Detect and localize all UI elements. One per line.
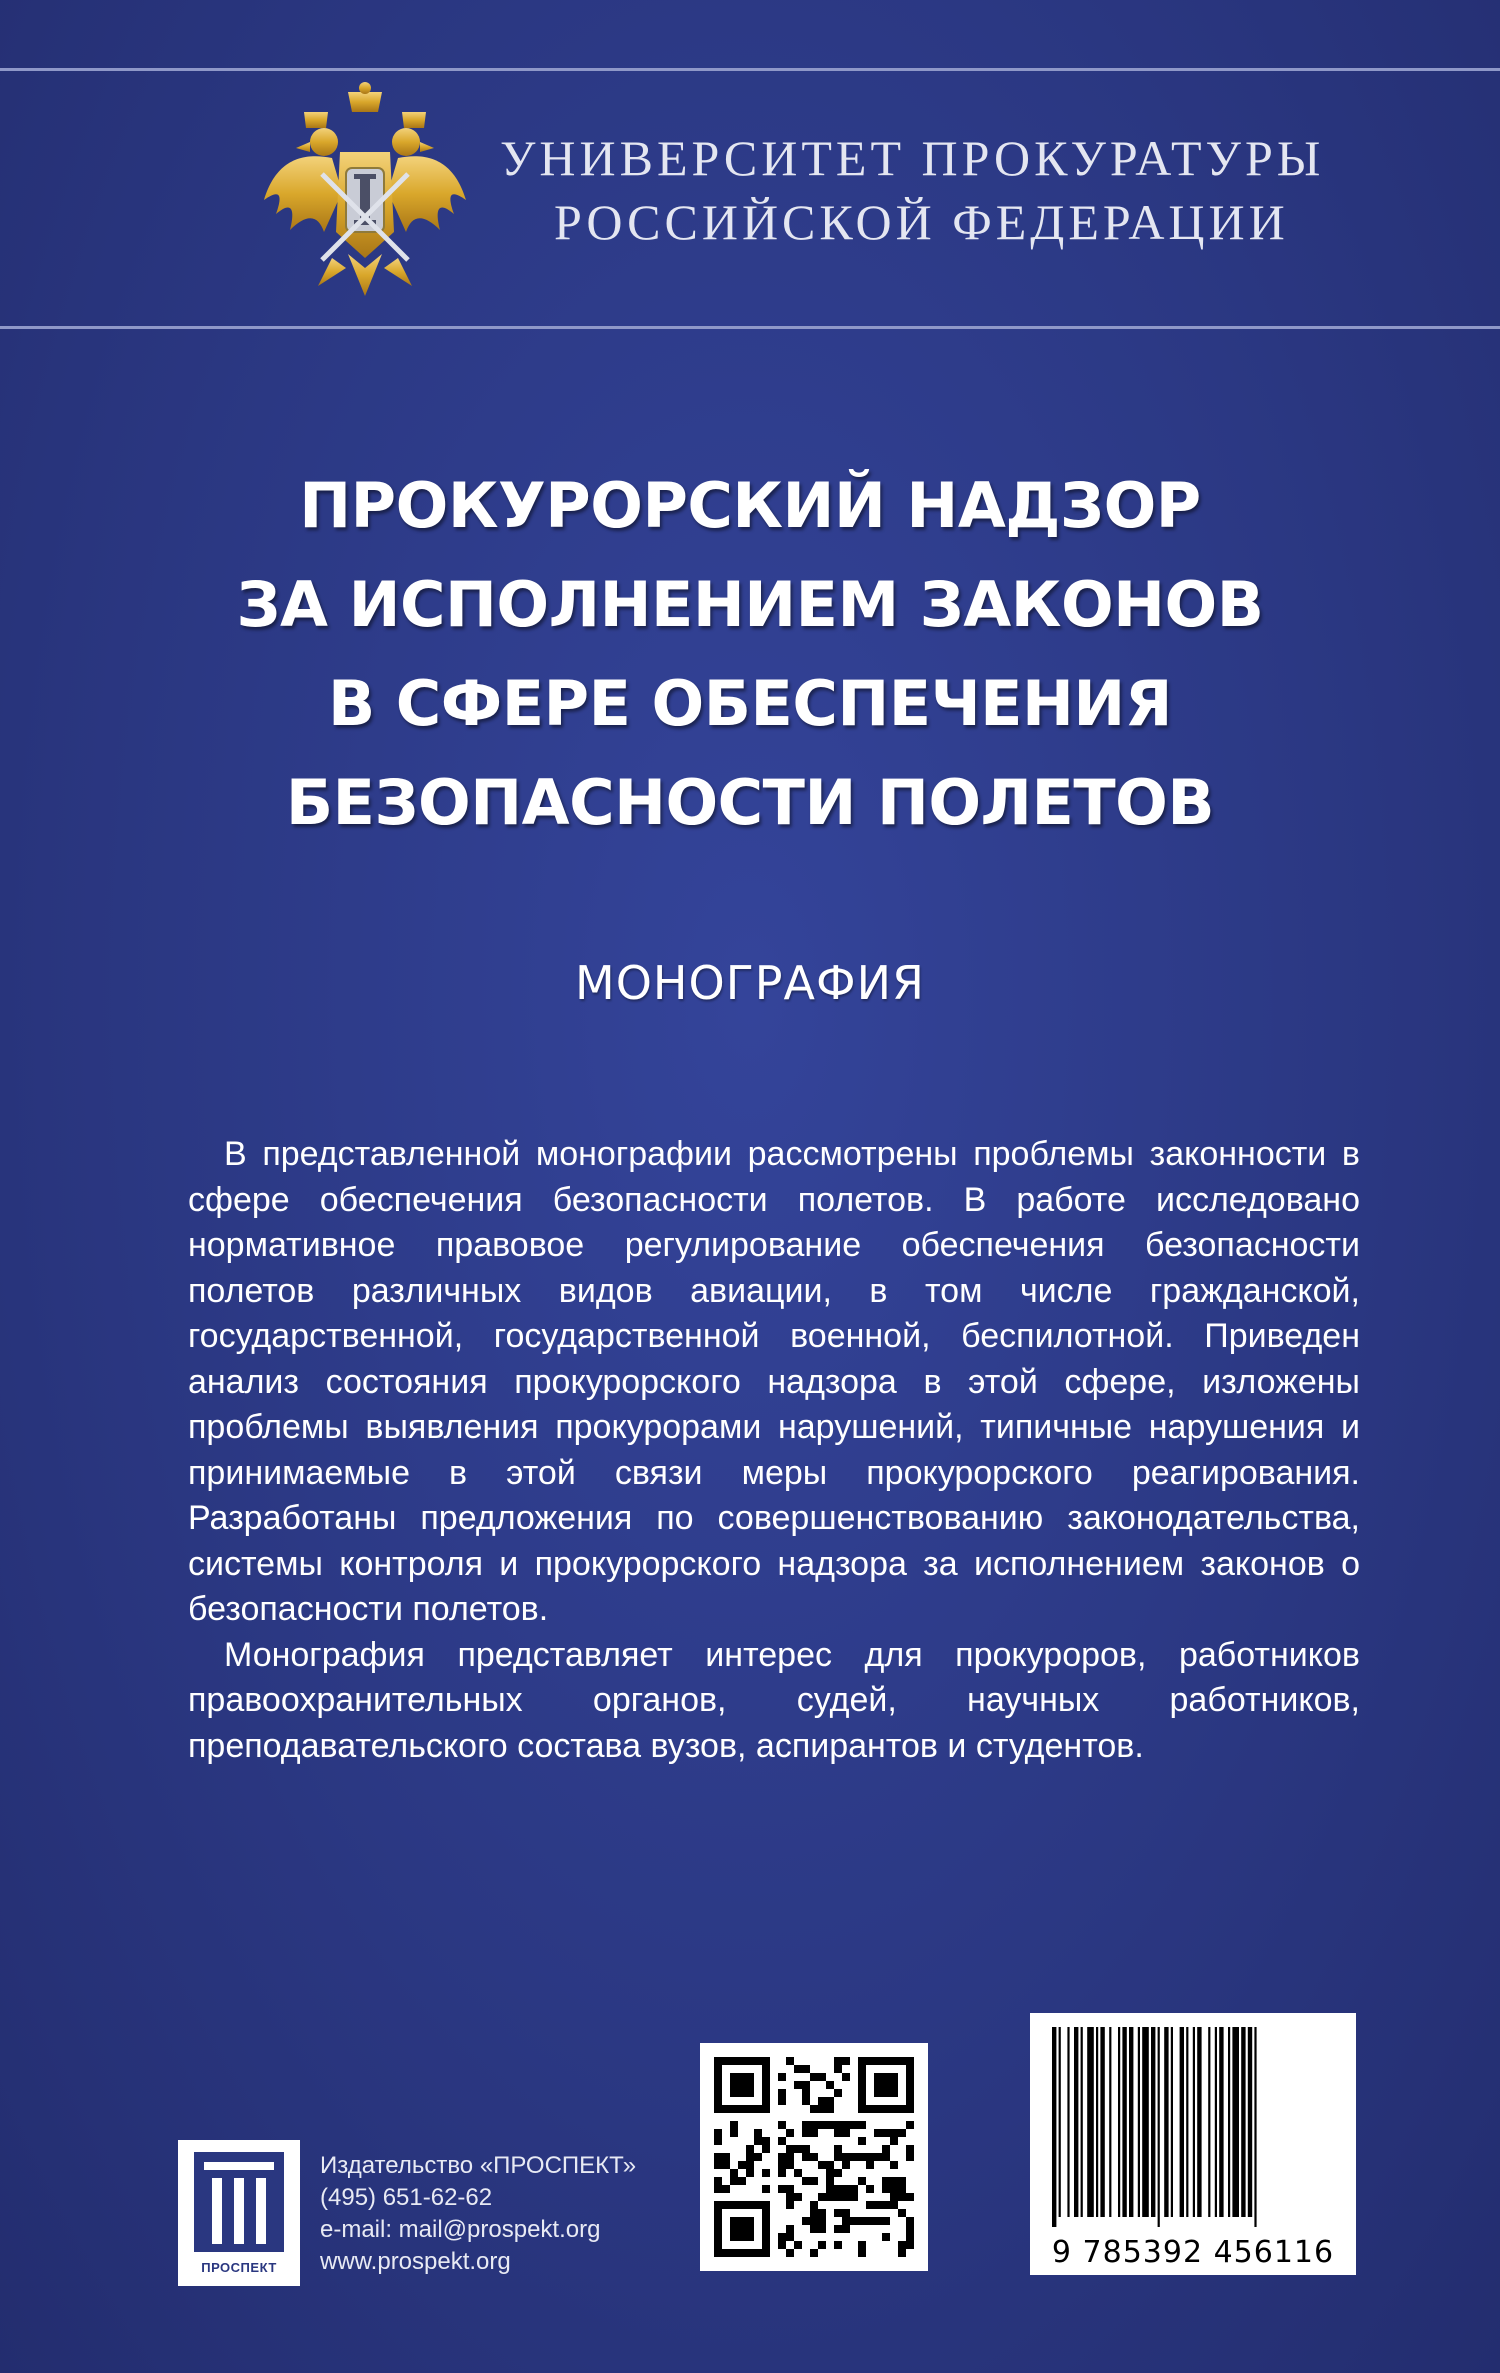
qr-module	[810, 2225, 818, 2233]
book-annotation	[188, 1132, 1360, 1769]
qr-module	[834, 2089, 842, 2097]
qr-module	[730, 2177, 738, 2185]
barcode-bar	[1241, 2027, 1245, 2217]
barcode-bar	[1129, 2027, 1133, 2217]
qr-module	[882, 2145, 890, 2153]
university-name	[500, 126, 1325, 254]
barcode-bar	[1142, 2027, 1149, 2217]
qr-module	[778, 2169, 786, 2177]
qr-module	[786, 2249, 794, 2257]
qr-module	[778, 2233, 786, 2241]
barcode-bar	[1081, 2027, 1083, 2217]
qr-finder-pattern	[730, 2217, 754, 2241]
qr-module	[730, 2129, 738, 2137]
qr-module	[842, 2225, 850, 2233]
qr-module	[754, 2137, 762, 2145]
qr-module	[834, 2065, 842, 2073]
book-genre-subtitle: МОНОГРАФИЯ	[575, 956, 925, 1010]
qr-module	[882, 2185, 890, 2193]
qr-module	[898, 2129, 906, 2137]
barcode-bar	[1180, 2027, 1184, 2217]
book-title-line: БЕЗОПАСНОСТИ ПОЛЕТОВ	[285, 766, 1215, 839]
qr-module	[786, 2233, 794, 2241]
publisher-name: Издательство «ПРОСПЕКТ»	[320, 2152, 637, 2179]
qr-module	[906, 2241, 914, 2249]
qr-module	[810, 2249, 818, 2257]
qr-module	[818, 2161, 826, 2169]
qr-module	[810, 2129, 818, 2137]
qr-module	[746, 2169, 754, 2177]
qr-module	[794, 2065, 802, 2073]
qr-module	[802, 2177, 810, 2185]
barcode-bar	[1254, 2027, 1256, 2227]
qr-module	[802, 2097, 810, 2105]
qr-module	[778, 2097, 786, 2105]
qr-module	[890, 2177, 898, 2185]
barcode-bar	[1096, 2027, 1098, 2217]
qr-module	[898, 2249, 906, 2257]
qr-module	[890, 2201, 898, 2209]
barcode-bar	[1118, 2027, 1120, 2217]
qr-module	[778, 2073, 786, 2081]
publisher-phone: (495) 651-62-62	[320, 2184, 493, 2211]
barcode-bar	[1219, 2027, 1223, 2217]
qr-module	[842, 2057, 850, 2065]
qr-module	[826, 2081, 834, 2089]
qr-module	[842, 2209, 850, 2217]
qr-module	[818, 2217, 826, 2225]
qr-module	[802, 2153, 810, 2161]
qr-module	[826, 2185, 834, 2193]
qr-module	[906, 2217, 914, 2225]
qr-module	[786, 2193, 794, 2201]
qr-module	[738, 2161, 746, 2169]
qr-module	[794, 2145, 802, 2153]
qr-module	[882, 2233, 890, 2241]
qr-module	[890, 2137, 898, 2145]
qr-module	[714, 2137, 722, 2145]
qr-module	[890, 2129, 898, 2137]
qr-module	[834, 2193, 842, 2201]
qr-module	[810, 2217, 818, 2225]
qr-module	[818, 2121, 826, 2129]
barcode-bar	[1228, 2027, 1230, 2217]
qr-module	[906, 2153, 914, 2161]
qr-module	[714, 2129, 722, 2137]
qr-module	[834, 2129, 842, 2137]
barcode-bar	[1171, 2027, 1173, 2217]
qr-finder-pattern	[730, 2073, 754, 2097]
qr-module	[722, 2161, 730, 2169]
qr-module	[826, 2169, 834, 2177]
isbn-number: 9 785392 456116	[1051, 2235, 1335, 2270]
qr-module	[866, 2153, 874, 2161]
qr-module	[906, 2233, 914, 2241]
qr-code-icon	[700, 2043, 928, 2271]
barcode-bar	[1164, 2027, 1168, 2217]
qr-module	[874, 2153, 882, 2161]
qr-module	[906, 2225, 914, 2233]
barcode-bar	[1074, 2027, 1078, 2217]
qr-module	[866, 2161, 874, 2169]
qr-module	[842, 2121, 850, 2129]
qr-module	[898, 2177, 906, 2185]
qr-module	[802, 2145, 810, 2153]
barcode-graphic	[1048, 2027, 1338, 2227]
barcode-bar	[1232, 2027, 1239, 2217]
qr-module	[826, 2097, 834, 2105]
qr-module	[778, 2121, 786, 2129]
qr-module	[730, 2121, 738, 2129]
qr-module	[714, 2161, 722, 2169]
barcode-bar	[1193, 2027, 1195, 2217]
qr-module	[842, 2161, 850, 2169]
qr-module	[826, 2121, 834, 2129]
qr-module	[714, 2153, 722, 2161]
qr-module	[834, 2145, 842, 2153]
qr-module	[898, 2241, 906, 2249]
qr-module	[778, 2153, 786, 2161]
barcode-bar	[1158, 2027, 1160, 2227]
qr-module	[738, 2177, 746, 2185]
qr-module	[842, 2153, 850, 2161]
qr-module	[874, 2201, 882, 2209]
qr-module	[834, 2185, 842, 2193]
qr-module	[794, 2169, 802, 2177]
qr-module	[842, 2217, 850, 2225]
barcode-bar	[1186, 2027, 1188, 2217]
qr-module	[786, 2185, 794, 2193]
qr-module	[834, 2121, 842, 2129]
qr-module	[906, 2145, 914, 2153]
qr-module	[810, 2177, 818, 2185]
qr-module	[786, 2057, 794, 2065]
qr-module	[754, 2153, 762, 2161]
qr-module	[730, 2169, 738, 2177]
top-divider-line	[0, 68, 1500, 71]
prospekt-building-icon	[194, 2152, 284, 2252]
qr-module	[866, 2217, 874, 2225]
qr-module	[818, 2105, 826, 2113]
barcode-bar	[1215, 2027, 1217, 2217]
qr-module	[818, 2073, 826, 2081]
qr-module	[810, 2153, 818, 2161]
book-title-line: В СФЕРЕ ОБЕСПЕЧЕНИЯ	[327, 667, 1173, 740]
qr-module	[842, 2193, 850, 2201]
qr-module	[834, 2209, 842, 2217]
qr-module	[826, 2193, 834, 2201]
qr-module	[786, 2161, 794, 2169]
qr-module	[858, 2217, 866, 2225]
qr-module	[842, 2185, 850, 2193]
qr-module	[858, 2249, 866, 2257]
qr-module	[882, 2129, 890, 2137]
qr-module	[762, 2145, 770, 2153]
qr-module	[850, 2185, 858, 2193]
qr-finder-pattern	[874, 2073, 898, 2097]
qr-module	[786, 2201, 794, 2209]
qr-module	[850, 2121, 858, 2129]
qr-module	[762, 2169, 770, 2177]
annotation-paragraph: В представленной монографии рассмотрены проблемы законности в сфере обеспечения безопасности полетов. В работе исследовано нормативное правовое регулирование обеспечения безопасности полетов различных видов авиации, в том числе гражданской, государственной, государственной военной, беспилотной. Приведен анализ состояния прокурорского надзора в этой сфере, изложены проблемы выявления прокурорами нарушений, типичные нарушения и принимаемые в этой связи меры прокурорского реагирования. Разработаны предложения по совершенствованию законодательства, системы контроля и прокурорского надзора за исполнением законов о безопасности полетов.	[188, 1135, 1360, 1628]
qr-module	[802, 2081, 810, 2089]
barcode-bar	[1138, 2027, 1140, 2217]
qr-module	[786, 2145, 794, 2153]
qr-module	[882, 2153, 890, 2161]
qr-module	[858, 2121, 866, 2129]
qr-module	[826, 2161, 834, 2169]
qr-module	[722, 2153, 730, 2161]
qr-module	[834, 2169, 842, 2177]
qr-module	[874, 2129, 882, 2137]
barcode-bar	[1122, 2027, 1126, 2217]
qr-module	[898, 2209, 906, 2217]
qr-module	[810, 2105, 818, 2113]
qr-module	[714, 2185, 722, 2193]
qr-module	[778, 2089, 786, 2097]
qr-module	[746, 2161, 754, 2169]
qr-module	[890, 2161, 898, 2169]
annotation-paragraph: Монография представляет интерес для прокуроров, работников правоохранительных органов, судей, научных работников, преподавательского состава вузов, аспирантов и студентов.	[188, 1635, 1360, 1765]
barcode-bar	[1151, 2027, 1155, 2217]
qr-module	[722, 2185, 730, 2193]
book-title-line: ПРОКУРОРСКИЙ НАДЗОР	[299, 469, 1201, 542]
qr-module	[714, 2177, 722, 2185]
qr-module	[890, 2185, 898, 2193]
qr-module	[786, 2129, 794, 2137]
qr-code-graphic	[700, 2043, 928, 2271]
university-name-line1: УНИВЕРСИТЕТ ПРОКУРАТУРЫ	[500, 130, 1325, 186]
barcode-bar	[1059, 2027, 1061, 2217]
prospekt-building-logo-icon	[178, 2140, 300, 2286]
publisher-info	[320, 2150, 636, 2278]
qr-module	[778, 2241, 786, 2249]
qr-module	[794, 2081, 802, 2089]
qr-module	[778, 2137, 786, 2145]
qr-module	[818, 2241, 826, 2249]
publisher-website: www.prospekt.org	[320, 2248, 511, 2275]
qr-module	[778, 2161, 786, 2169]
qr-module	[826, 2105, 834, 2113]
double-headed-eagle-emblem-icon	[262, 82, 468, 302]
barcode-bar	[1248, 2027, 1252, 2217]
qr-module	[834, 2225, 842, 2233]
qr-module	[882, 2177, 890, 2185]
barcode-bar	[1100, 2027, 1104, 2217]
qr-module	[794, 2241, 802, 2249]
qr-module	[746, 2145, 754, 2153]
publisher-email: e-mail: mail@prospekt.org	[320, 2216, 601, 2243]
qr-module	[826, 2177, 834, 2185]
qr-module	[858, 2137, 866, 2145]
barcode-bar	[1052, 2027, 1056, 2227]
qr-module	[834, 2241, 842, 2249]
qr-module	[778, 2185, 786, 2193]
qr-module	[810, 2201, 818, 2209]
barcode-icon	[1030, 2013, 1356, 2275]
qr-module	[858, 2177, 866, 2185]
university-name-line2: РОССИЙСКОЙ ФЕДЕРАЦИИ	[554, 194, 1289, 250]
qr-module	[802, 2217, 810, 2225]
qr-module	[858, 2153, 866, 2161]
qr-module	[898, 2185, 906, 2193]
qr-module	[762, 2185, 770, 2193]
qr-module	[746, 2153, 754, 2161]
qr-module	[874, 2217, 882, 2225]
qr-module	[810, 2121, 818, 2129]
qr-module	[818, 2209, 826, 2217]
qr-module	[786, 2153, 794, 2161]
qr-module	[810, 2209, 818, 2217]
qr-module	[794, 2193, 802, 2201]
barcode-bar	[1208, 2027, 1210, 2217]
qr-module	[906, 2121, 914, 2129]
qr-module	[882, 2217, 890, 2225]
qr-module	[802, 2129, 810, 2137]
qr-module	[906, 2193, 914, 2201]
qr-module	[850, 2193, 858, 2201]
book-title-line: ЗА ИСПОЛНЕНИЕМ ЗАКОНОВ	[236, 568, 1264, 641]
publisher-logo-label: ПРОСПЕКТ	[201, 2260, 277, 2275]
qr-module	[818, 2225, 826, 2233]
qr-module	[898, 2193, 906, 2201]
barcode-bar	[1067, 2027, 1069, 2217]
qr-module	[810, 2073, 818, 2081]
qr-module	[858, 2241, 866, 2249]
header-divider-line	[0, 326, 1500, 329]
qr-module	[834, 2057, 842, 2065]
qr-module	[802, 2121, 810, 2129]
qr-module	[802, 2089, 810, 2097]
qr-module	[890, 2193, 898, 2201]
qr-module	[786, 2225, 794, 2233]
qr-module	[802, 2065, 810, 2073]
barcode-bar	[1197, 2027, 1201, 2217]
qr-module	[850, 2153, 858, 2161]
barcode-bar	[1109, 2027, 1111, 2217]
qr-module	[842, 2073, 850, 2081]
qr-module	[842, 2129, 850, 2137]
qr-module	[866, 2185, 874, 2193]
qr-module	[834, 2153, 842, 2161]
qr-module	[754, 2129, 762, 2137]
qr-module	[882, 2201, 890, 2209]
qr-module	[818, 2193, 826, 2201]
book-title	[0, 456, 1500, 852]
qr-module	[850, 2217, 858, 2225]
qr-module	[818, 2097, 826, 2105]
barcode-bar	[1087, 2027, 1094, 2217]
qr-module	[866, 2201, 874, 2209]
qr-module	[762, 2137, 770, 2145]
